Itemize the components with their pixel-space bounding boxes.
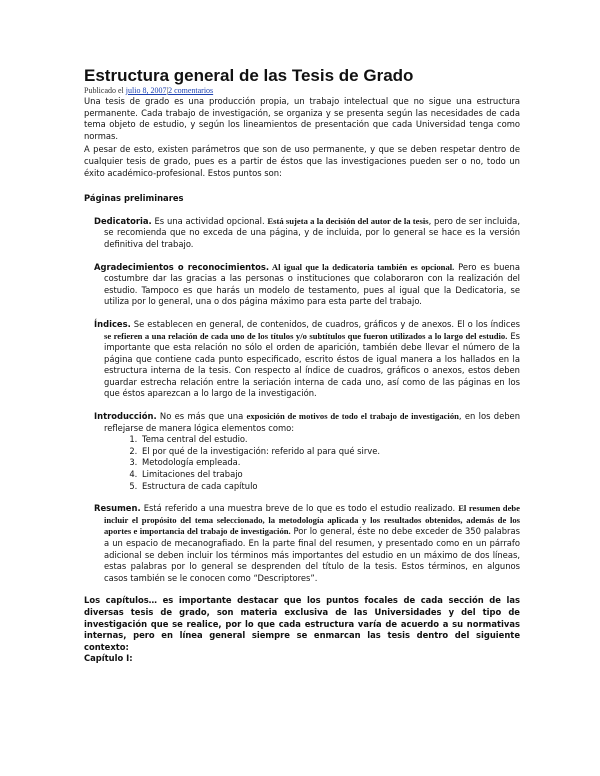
introduccion-text-a: No es más que una [156, 411, 247, 422]
dedicatoria-text-a: Es una actividad opcional. [151, 215, 268, 226]
agradecimientos-text-c: Pero es buena costumbre dar las gracias a las personas o instituciones que colaboraron con la realización del estudio. Tampoco es que harás un modelo de testamento, pues al igual que la Dedicatoria, se utiliza por lo general, una o dos página máximo para esta parte del trabajo. [104, 261, 520, 307]
meta-separator: | [166, 86, 169, 95]
introduccion-text-b: exposición de motivos de todo el trabajo de investigación [246, 411, 459, 422]
agradecimientos-text-b: Al igual que la dedicatoria también es opcional. [269, 261, 455, 272]
section-heading-preliminares: Páginas preliminares [84, 193, 184, 204]
resumen-label: Resumen. [94, 503, 141, 514]
section-dedicatoria [94, 216, 520, 251]
introduccion-text-c: , en los deben reflejarse de manera lógica elementos como: [104, 411, 521, 433]
agradecimientos-label: Agradecimientos o reconocimientos. [94, 261, 270, 272]
section-resumen [94, 503, 520, 584]
section-indices [94, 319, 520, 400]
list-item: 1. Tema central del estudio. [140, 434, 520, 446]
introduccion-label: Introducción. [94, 411, 157, 422]
indices-label: Índices. [94, 318, 131, 329]
list-item: 5. Estructura de cada capítulo [140, 481, 520, 493]
list-item: 3. Metodología empleada. [140, 457, 520, 469]
resumen-text-c: Por lo general, éste no debe exceder de 350 palabras a un espacio de mecanografiado. En la parte final del resumen, y presentado como en un párrafo adicional se deben incluir los términos más importantes del estudio en un máximo de dos líneas, estas palabras por lo general se desprenden del título de la tesis. Estos términos, en algunos casos también se le conocen como “Descriptores”. [104, 526, 520, 583]
list-item: 4. Limitaciones del trabajo [140, 469, 520, 481]
dedicatoria-text-c: , pero de ser incluida, se recomienda que no exceda de una página, y de incluida, por lo general se hace es la versión definitiva del trabajo. [104, 215, 520, 249]
introduccion-list [84, 434, 520, 492]
date-link[interactable]: julio 8, 2007 [125, 86, 167, 95]
section-introduccion [94, 411, 520, 434]
indices-text-b: se refieren a una relación de cada uno de los títulos y/o subtítulos que fueron utilizados a lo largo del estudio. [104, 330, 508, 341]
list-item: 2. El por qué de la investigación: referido al para qué sirve. [140, 446, 520, 458]
post-meta [84, 86, 520, 96]
capitulo-1-heading: Capítulo I: [84, 653, 133, 664]
section-capitulos: Los capítulos… es importante destacar que los puntos focales de cada sección de las diversas tesis de grado, son materia exclusiva de las Universidades y del tipo de investigación que se realice, por lo que cada estructura varía de acuerdo a su normativas internas, pero en línea general siempre se enmarcan las tesis dentro del siguiente contexto: [84, 595, 520, 652]
resumen-text-a: Está referido a una muestra breve de lo que es todo el estudio realizado. [140, 503, 459, 514]
published-prefix: Publicado el [84, 86, 124, 95]
document-page [84, 66, 520, 665]
intro-paragraph-2: A pesar de esto, existen parámetros que son de uso permanente, y que se deben respetar dentro de cualquier tesis de grado, pues es a partir de éstos que las investigaciones pueden ser o no, todo un éxito académico-profesional. Estos puntos son: [84, 144, 520, 178]
resumen-text-b: El resumen debe incluir el propósito del tema seleccionado, la metodología aplicada y los resultados obtenidos, además de los aportes e importancia del trabajo de investigación. [104, 503, 520, 537]
indices-text-c: Es importante que esta relación no sólo el orden de aparición, también debe llevar el número de la página que contiene cada punto especificado, escrito éstos de igual manera a los hallados en la estructura interna de la tesis. Con respecto al índice de cuadros, gráficos o anexos, estos deben guardar estrecha relación entre la seriación interna de cada uno, así como de las páginas en los que éstos aparezcan a lo largo de la investigación. [104, 330, 521, 399]
dedicatoria-label: Dedicatoria. [94, 215, 152, 226]
page-title: Estructura general de las Tesis de Grado [84, 66, 414, 85]
intro-paragraph-1: Una tesis de grado es una producción propia, un trabajo intelectual que no sigue una estructura permanente. Cada trabajo de investigación, se organiza y se presenta según las necesidades de cada tema objeto de estudio, y según los lineamientos de presentación que cada Universidad tenga como normas. [84, 96, 520, 141]
comments-link[interactable]: 2 comentarios [168, 86, 214, 95]
section-agradecimientos [94, 262, 520, 308]
indices-text-a: Se establecen en general, de contenidos, de cuadros, gráficos y de anexos. El o los índices [130, 318, 520, 329]
dedicatoria-text-b: Está sujeta a la decisión del autor de la tesis [267, 215, 429, 226]
